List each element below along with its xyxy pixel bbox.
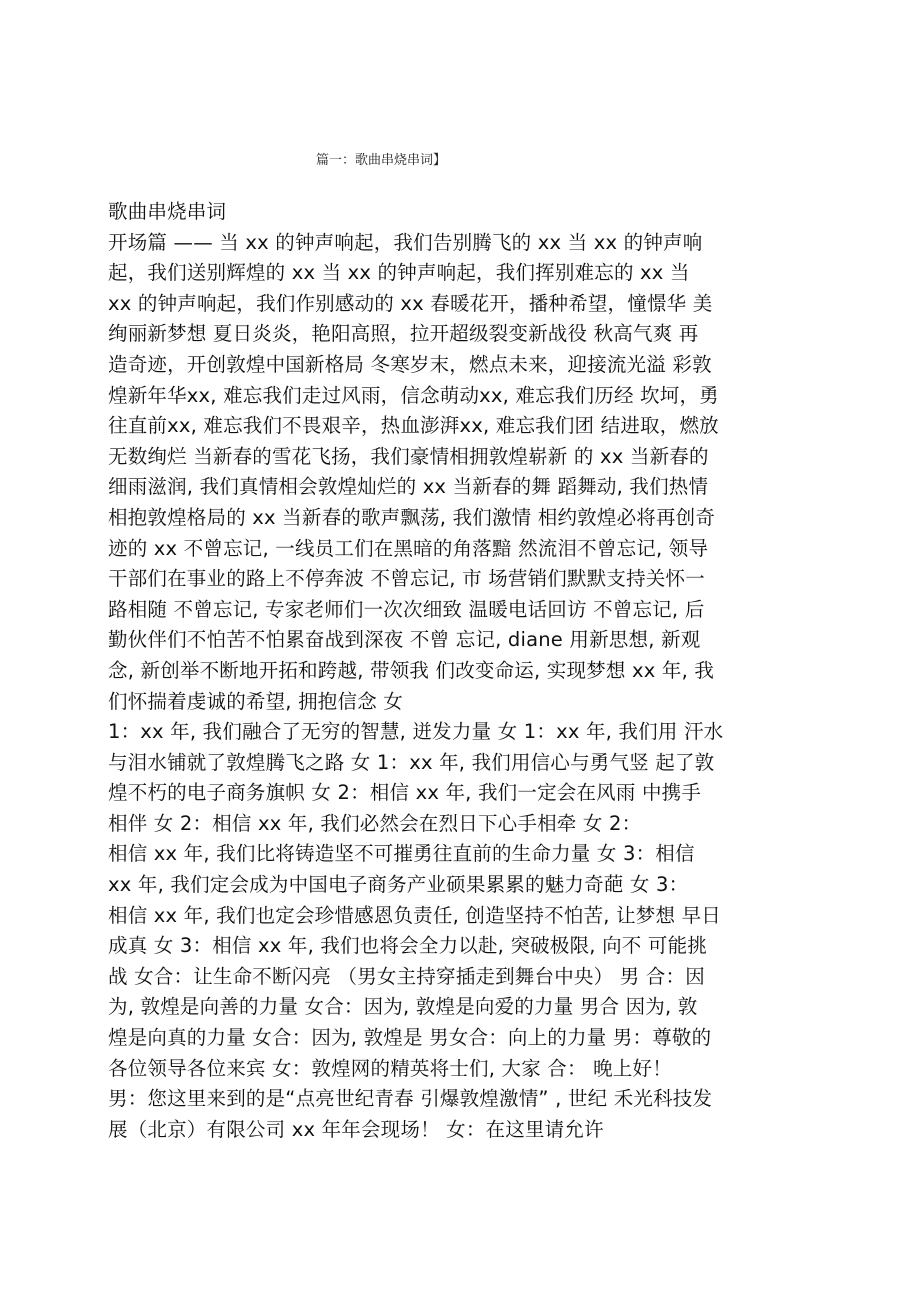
text-line: 相抱敦煌格局的 xx 当新春的歌声飘荡, 我们激情 相约敦煌必将再创奇 — [108, 505, 716, 529]
header-note: 篇一：歌曲串烧串词】 — [316, 153, 447, 168]
text-line: 路相随 不曾忘记, 专家老师们一次次细致 温暖电话回访 不曾忘记, 后 — [108, 597, 705, 621]
text-line: 干部们在事业的路上不停奔波 不曾忘记, 市 场营销们默默支持关怀一 — [108, 567, 705, 591]
text-line: 起，我们送别辉煌的 xx 当 xx 的钟声响起，我们挥别难忘的 xx 当 — [108, 261, 690, 285]
text-line: 细雨滋润, 我们真情相会敦煌灿烂的 xx 当新春的舞 蹈舞动, 我们热情 — [108, 475, 709, 499]
text-line: 煌是向真的力量 女合：因为, 敦煌是 男女合：向上的力量 男：尊敬的 — [108, 1026, 712, 1050]
text-line: 煌新年华xx, 难忘我们走过风雨，信念萌动xx, 难忘我们历经 坎坷，勇 — [108, 383, 719, 407]
text-line: 们怀揣着虔诚的希望, 拥抱信念 女 — [108, 689, 403, 713]
text-line: 各位领导各位来宾 女：敦煌网的精英将士们, 大家 合： 晚上好！ — [108, 1056, 672, 1080]
text-line: 1：xx 年, 我们融合了无穷的智慧, 迸发力量 女 1：xx 年, 我们用 汗水 — [108, 720, 724, 744]
text-line: 无数绚烂 当新春的雪花飞扬，我们豪情相拥敦煌崭新 的 xx 当新春的 — [108, 444, 709, 468]
text-line: 成真 女 3：相信 xx 年, 我们也将会全力以赴, 突破极限, 向不 可能挑 — [108, 934, 707, 958]
body-text — [108, 197, 820, 1145]
text-line: 迹的 xx 不曾忘记, 一线员工们在黑暗的角落黯 然流泪不曾忘记, 领导 — [108, 536, 709, 560]
text-line: 绚丽新梦想 夏日炎炎，艳阳高照，拉开超级裂变新战役 秋高气爽 再 — [108, 322, 699, 346]
text-line: 往直前xx, 难忘我们不畏艰辛，热血澎湃xx, 难忘我们团 结进取，燃放 — [108, 414, 719, 438]
text-line: 相伴 女 2：相信 xx 年, 我们必然会在烈日下心手相牵 女 2： — [108, 811, 642, 835]
text-line: 开场篇 —— 当 xx 的钟声响起，我们告别腾飞的 xx 当 xx 的钟声响 — [108, 230, 703, 254]
text-line: xx 年, 我们定会成为中国电子商务产业硕果累累的魅力奇葩 女 3： — [108, 873, 689, 897]
text-line: 勤伙伴们不怕苦不怕累奋战到深夜 不曾 忘记, diane 用新思想, 新观 — [108, 628, 701, 652]
text-line: 念, 新创举不断地开拓和跨越, 带领我 们改变命运, 实现梦想 xx 年, 我 — [108, 658, 715, 682]
text-line: 展（北京）有限公司 xx 年年会现场！ 女：在这里请允许 — [108, 1117, 604, 1141]
document-title: 歌曲串烧串词 — [108, 200, 227, 223]
text-line: 为, 敦煌是向善的力量 女合：因为, 敦煌是向爱的力量 男合 因为, 敦 — [108, 995, 698, 1019]
text-line: 煌不朽的电子商务旗帜 女 2：相信 xx 年, 我们一定会在风雨 中携手 — [108, 781, 702, 805]
text-line: 战 女合：让生命不断闪亮 （男女主持穿插走到舞台中央） 男 合：因 — [108, 964, 705, 988]
text-line: 相信 xx 年, 我们比将铸造坚不可摧勇往直前的生命力量 女 3：相信 — [108, 842, 695, 866]
text-line: 与泪水铺就了敦煌腾飞之路 女 1：xx 年, 我们用信心与勇气竖 起了敦 — [108, 750, 715, 774]
text-line: xx 的钟声响起，我们作别感动的 xx 春暖花开，播种希望，憧憬华 美 — [108, 291, 713, 315]
text-line: 造奇迹，开创敦煌中国新格局 冬寒岁末，燃点未来，迎接流光溢 彩敦 — [108, 352, 712, 376]
text-line: 相信 xx 年, 我们也定会珍惜感恩负责任, 创造坚持不怕苦, 让梦想 早日 — [108, 903, 721, 927]
text-line: 男：您这里来到的是“点亮世纪青春 引爆敦煌激情” , 世纪 禾光科技发 — [108, 1087, 713, 1111]
